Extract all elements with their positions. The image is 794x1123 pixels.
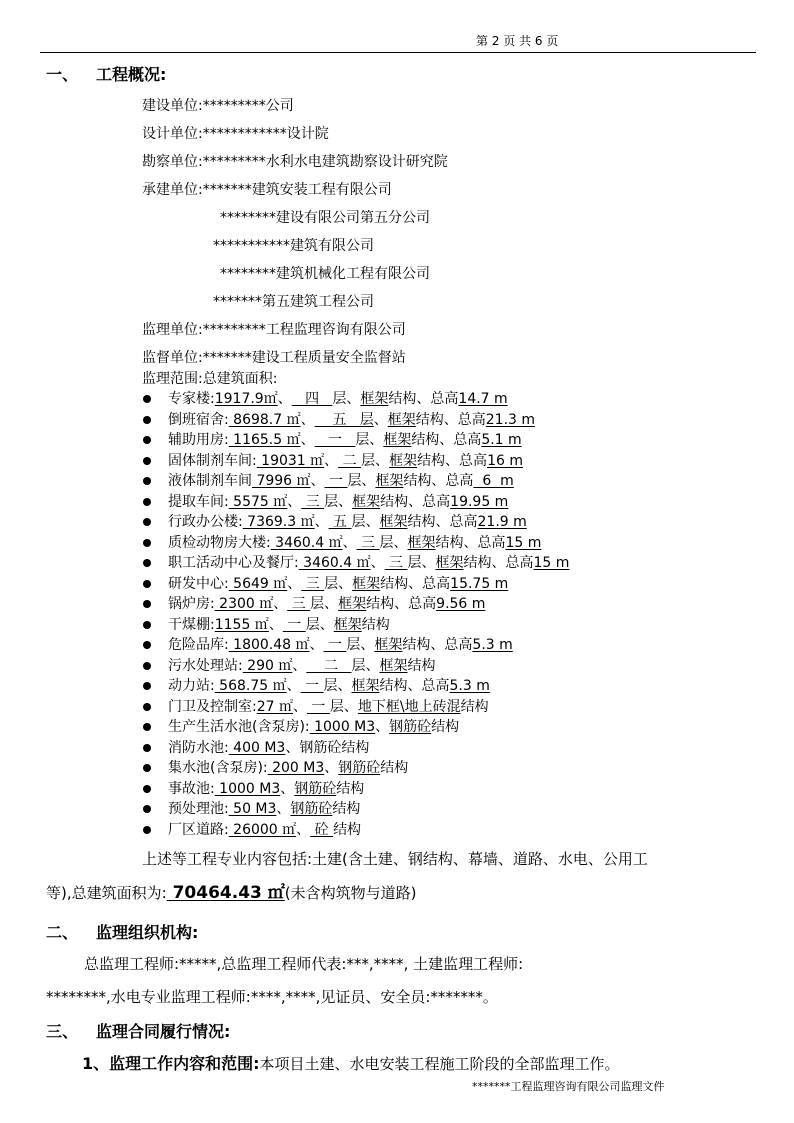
building-value: 27 ㎡ — [256, 698, 293, 715]
building-text: 、 — [292, 698, 307, 715]
building-value: 14.7 m — [458, 391, 508, 407]
building-value: 568.75 ㎡ — [214, 678, 287, 694]
building-text: 、 — [314, 514, 329, 530]
building-item — [168, 696, 489, 716]
building-text: 、 — [287, 575, 302, 592]
bullet-icon — [143, 764, 151, 772]
bullet-icon — [143, 805, 151, 813]
building-text: 层、 — [355, 432, 384, 448]
building-text: 、 — [287, 493, 302, 510]
building-text: 层、 — [324, 493, 353, 510]
building-value: 一 — [314, 432, 356, 448]
building-value: 7369.3 ㎡ — [242, 514, 315, 530]
building-value: 一 — [324, 473, 348, 489]
building-text: 结构、总高 — [388, 391, 459, 407]
building-text: 、 — [268, 616, 283, 633]
building-value: 框架 — [407, 534, 436, 551]
building-text: 、 — [310, 473, 325, 489]
bullet-icon — [143, 826, 151, 834]
bullet-icon — [143, 723, 151, 731]
scope-label: 监理范围:总建筑面积: — [142, 371, 278, 387]
building-item — [168, 552, 569, 572]
building-value: 框架 — [383, 432, 412, 448]
section3-item-1 — [82, 1051, 620, 1074]
building-value: 框架 — [389, 452, 418, 469]
building-text: 结构、总高 — [379, 678, 450, 694]
building-value: 一 — [282, 616, 306, 633]
building-value: 290 ㎡ — [242, 657, 293, 674]
building-value: 框架 — [338, 596, 367, 612]
section2-title: 监理组织机构: — [96, 923, 199, 942]
building-value: 21.9 m — [477, 514, 527, 530]
bullet-icon — [143, 436, 151, 444]
building-value: 框架 — [375, 473, 404, 489]
building-name: 专家楼: — [168, 391, 215, 407]
building-text: 、 — [324, 760, 339, 776]
building-text: 结构、总高 — [417, 452, 488, 469]
building-text: 结构、总高 — [407, 514, 478, 530]
bullet-icon — [143, 518, 151, 526]
building-value: 1000 M3 — [309, 719, 376, 735]
building-name: 动力站: — [168, 678, 215, 694]
building-text: 层、 — [351, 657, 380, 674]
building-text: 结构、总高 — [366, 596, 437, 612]
building-item — [168, 532, 541, 552]
construction-unit: 建设单位:*********公司 — [142, 98, 294, 114]
building-text: 、 — [286, 678, 301, 694]
design-unit: 设计单位:************设计院 — [142, 126, 329, 142]
building-value: 5.3 m — [472, 637, 513, 653]
building-text: 、 — [373, 411, 388, 428]
building-text: 结构 — [460, 698, 489, 715]
building-item — [168, 798, 360, 818]
building-text: 、 — [276, 801, 291, 817]
building-value: 框架 — [352, 493, 381, 510]
building-name: 门卫及控制室: — [168, 698, 257, 715]
building-value: 二 — [338, 452, 362, 469]
building-name: 干煤棚: — [168, 616, 215, 633]
building-value: 五 层 — [314, 411, 374, 428]
item1-text: 本项目土建、水电安装工程施工阶段的全部监理工作。 — [259, 1055, 620, 1073]
building-text: 、 — [324, 452, 339, 469]
building-item — [168, 388, 508, 408]
building-value: 5.1 m — [481, 432, 522, 448]
building-value: 框架 — [351, 678, 380, 694]
section3-number: 三、 — [46, 1022, 79, 1041]
building-name: 生产生活水池(含泵房): — [168, 719, 310, 735]
bullet-icon — [143, 395, 151, 403]
building-text: 结构、总高 — [463, 555, 534, 571]
building-value: 四 — [291, 391, 333, 407]
bullet-icon — [143, 621, 151, 629]
summary-prefix: 等),总建筑面积为: — [46, 884, 167, 902]
building-item — [168, 429, 522, 449]
bullet-icon — [143, 580, 151, 588]
building-item — [168, 491, 508, 511]
oversight-unit: 监督单位:*******建设工程质量安全监督站 — [142, 350, 406, 366]
building-text: 、 — [375, 719, 390, 735]
building-item — [168, 614, 390, 634]
building-value: 钢筋砼 — [338, 760, 381, 776]
building-value: 一 — [306, 698, 330, 715]
section2-number: 二、 — [46, 923, 79, 942]
summary-line-1: 上述等工程专业内容包括:土建(含土建、钢结构、幕墙、道路、水电、公用工 — [142, 850, 648, 868]
building-text: 、 — [277, 391, 292, 407]
building-text: 结构、总高 — [411, 432, 482, 448]
building-text: 、钢筋砼 — [285, 739, 342, 756]
building-value: 15 m — [505, 534, 542, 551]
building-name: 预处理池: — [168, 801, 229, 817]
section3-title: 监理合同履行情况: — [96, 1022, 231, 1041]
building-text: 结构 — [431, 719, 460, 735]
building-name: 液体制剂车间 — [168, 473, 252, 489]
building-name: 固体制剂车间: — [168, 452, 257, 469]
bullet-icon — [143, 559, 151, 567]
item1-label: 1、监理工作内容和范围: — [82, 1054, 260, 1073]
building-value: 钢筋砼 — [290, 801, 333, 817]
building-value: 15 m — [533, 555, 570, 571]
building-value: 框架 — [374, 637, 403, 653]
building-text: 、 — [280, 780, 295, 797]
building-name: 污水处理站: — [168, 657, 243, 674]
bullet-icon — [143, 744, 151, 752]
building-item — [168, 737, 369, 757]
building-value: 三 — [301, 493, 325, 510]
building-value: 3460.4 ㎡ — [298, 555, 371, 571]
building-text: 层、 — [329, 698, 358, 715]
summary-line-2 — [46, 878, 417, 903]
building-name: 事故池: — [168, 780, 215, 797]
building-item — [168, 450, 523, 470]
building-text: 层、 — [305, 616, 334, 633]
bullet-icon — [143, 539, 151, 547]
building-text: 结构 — [336, 780, 365, 797]
building-value: 五 — [328, 514, 352, 530]
building-name: 研发中心: — [168, 575, 229, 592]
building-value: 框架 — [435, 555, 464, 571]
building-text: 结构、总高 — [435, 534, 506, 551]
bullet-icon — [143, 600, 151, 608]
building-value: 2300 ㎡ — [214, 596, 274, 612]
building-item — [168, 716, 459, 736]
building-text: 结构、总高 — [415, 411, 486, 428]
building-text: 层、 — [310, 596, 339, 612]
building-name: 提取车间: — [168, 493, 229, 510]
building-item — [168, 819, 361, 839]
section1-title: 工程概况: — [96, 65, 167, 84]
bullet-icon — [143, 641, 151, 649]
bullet-icon — [143, 662, 151, 670]
building-item — [168, 634, 513, 654]
building-value: 21.3 m — [485, 411, 536, 428]
building-item — [168, 470, 514, 490]
building-text: 、 — [309, 637, 324, 653]
building-value: 钢筋砼 — [389, 719, 432, 735]
bullet-icon — [143, 416, 151, 424]
building-value: 框架 — [360, 391, 389, 407]
contractor-unit: 承建单位:*******建筑安装工程有限公司 — [142, 182, 392, 198]
building-value: 框架 — [387, 411, 416, 428]
building-text: 、 — [300, 432, 315, 448]
building-name: 厂区道路: — [168, 821, 229, 838]
building-text: 、 — [342, 534, 357, 551]
section1-number: 一、 — [46, 65, 79, 84]
building-item — [168, 778, 364, 798]
building-item — [168, 573, 508, 593]
building-value: 三 — [384, 555, 408, 571]
building-text: 、 — [292, 657, 307, 674]
survey-unit: 勘察单位:*********水利水电建筑勘察设计研究院 — [142, 154, 448, 170]
building-text: 层、 — [323, 678, 352, 694]
building-value: 一 — [323, 637, 347, 653]
building-text: 结构 — [407, 657, 436, 674]
building-name: 职工活动中心及餐厅: — [168, 555, 299, 571]
building-value: 5.3 m — [449, 678, 490, 694]
building-name: 锅炉房: — [168, 596, 215, 612]
building-text: 层、 — [379, 534, 408, 551]
building-text: 、 — [296, 821, 311, 838]
building-value: 19031 ㎡ — [256, 452, 325, 469]
building-text: 层、 — [351, 514, 380, 530]
bullet-icon — [143, 785, 151, 793]
building-text: 、 — [370, 555, 385, 571]
building-value: 框架 — [352, 575, 381, 592]
building-value: 三 — [301, 575, 325, 592]
building-name: 消防水池: — [168, 739, 229, 756]
building-value: 1155 ㎡ — [214, 616, 269, 633]
building-value: 1165.5 ㎡ — [228, 432, 301, 448]
building-text: 结构 — [380, 760, 409, 776]
building-text: 结构 — [361, 616, 390, 633]
building-value: 1917.9㎡ — [214, 391, 278, 407]
footer-text: *******工程监理咨询有限公司监理文件 — [472, 1080, 665, 1093]
building-value: 钢筋砼 — [294, 780, 337, 797]
building-value: 地下框\地上砖混 — [357, 698, 461, 715]
building-name: 质检动物房大楼: — [168, 534, 271, 551]
building-item — [168, 757, 408, 777]
building-value: 三 — [356, 534, 380, 551]
building-value: 三 — [287, 596, 311, 612]
building-item — [168, 593, 485, 613]
building-text: 、 — [273, 596, 288, 612]
building-text: 层、 — [407, 555, 436, 571]
building-text: 结构、总高 — [380, 575, 451, 592]
supervision-unit: 监理单位:*********工程监理咨询有限公司 — [142, 322, 406, 338]
building-value: 26000 ㎡ — [228, 821, 297, 838]
building-text: 结构、总高 — [403, 473, 474, 489]
building-item — [168, 409, 535, 429]
header-rule — [40, 52, 756, 53]
building-value: 19.95 m — [450, 493, 509, 510]
building-item — [168, 675, 490, 695]
building-value: 1000 M3 — [214, 780, 281, 797]
building-text: 结构、总高 — [380, 493, 451, 510]
building-value: 框架 — [379, 514, 408, 530]
contractor-unit-5: *******第五建筑工程公司 — [213, 294, 374, 310]
building-value: 6 m — [473, 473, 514, 489]
contractor-unit-3: ***********建筑有限公司 — [213, 238, 374, 254]
building-text: 结构 — [332, 801, 361, 817]
building-item — [168, 511, 527, 531]
building-value: 一 — [300, 678, 324, 694]
building-text: 层、 — [346, 637, 375, 653]
total-area: 70464.43 ㎡ — [166, 883, 285, 903]
building-name: 集水池(含泵房): — [168, 760, 268, 776]
building-item — [168, 655, 436, 675]
building-text: 层、 — [324, 575, 353, 592]
bullet-icon — [143, 498, 151, 506]
building-value: 50 M3 — [228, 801, 277, 817]
building-value: 400 M3 — [228, 739, 286, 756]
building-value: 3460.4 ㎡ — [270, 534, 343, 551]
page-indicator: 第 2 页 共 6 页 — [476, 34, 559, 48]
section2-line-1: 总监理工程师:*****,总监理工程师代表:***,****, 土建监理工程师: — [84, 955, 524, 973]
building-text: 层、 — [361, 452, 390, 469]
building-name: 危险品库: — [168, 637, 229, 653]
contractor-unit-2: ********建设有限公司第五分公司 — [220, 210, 430, 226]
contractor-unit-4: ********建筑机械化工程有限公司 — [220, 266, 430, 282]
building-value: 5649 ㎡ — [228, 575, 288, 592]
building-value: 200 M3 — [267, 760, 325, 776]
building-text: 结构、总高 — [402, 637, 473, 653]
bullet-icon — [143, 703, 151, 711]
summary-suffix: (未含构筑物与道路) — [284, 884, 417, 902]
building-name: 辅助用房: — [168, 432, 229, 448]
building-value: 5575 ㎡ — [228, 493, 288, 510]
building-value: 9.56 m — [436, 596, 486, 612]
building-value: 框架 — [333, 616, 362, 633]
bullet-icon — [143, 457, 151, 465]
building-text: 结构 — [341, 739, 370, 756]
bullet-icon — [143, 477, 151, 485]
building-value: 16 m — [487, 452, 523, 469]
building-value: 1800.48 ㎡ — [228, 637, 310, 653]
building-text: 结构 — [333, 821, 362, 838]
building-value: 砼 — [310, 821, 334, 838]
building-value: 15.75 m — [450, 575, 509, 592]
building-text: 层、 — [332, 391, 361, 407]
building-value: 8698.7 ㎡ — [228, 411, 301, 428]
bullet-icon — [143, 682, 151, 690]
building-text: 层、 — [347, 473, 376, 489]
building-value: 框架 — [379, 657, 408, 674]
building-value: 7996 ㎡ — [252, 473, 311, 489]
building-value: 二 — [306, 657, 352, 674]
building-name: 倒班宿舍: — [168, 411, 229, 428]
building-name: 行政办公楼: — [168, 514, 243, 530]
section2-line-2: ********,水电专业监理工程师:****,****,见证员、安全员:*******。 — [46, 988, 498, 1006]
building-text: 、 — [300, 411, 315, 428]
